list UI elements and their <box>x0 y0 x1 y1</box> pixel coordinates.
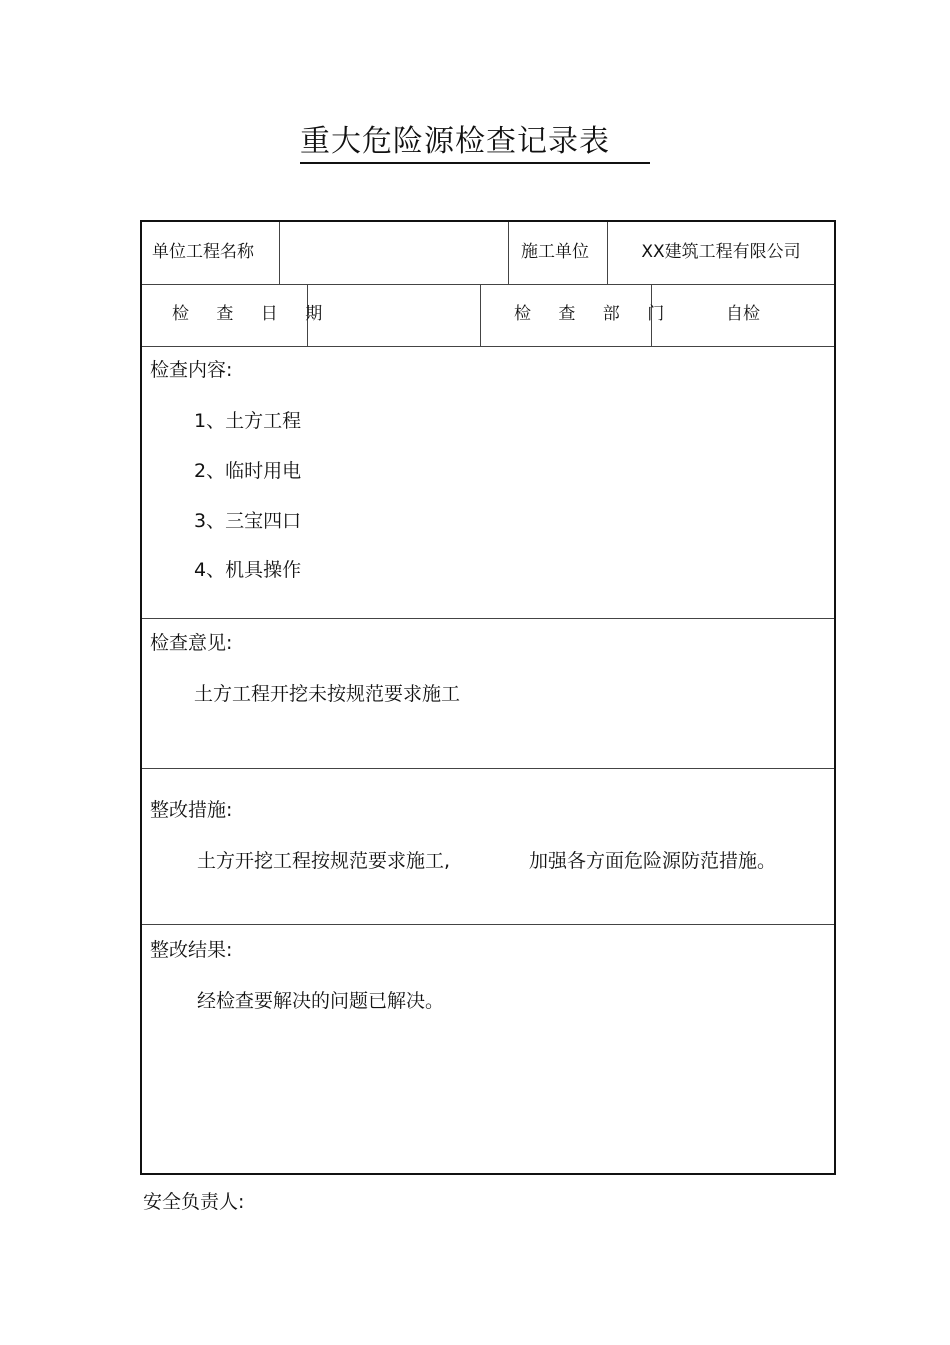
contractor-label: 施工单位 <box>521 242 589 262</box>
rectification-result-text: 经检查要解决的问题已解决。 <box>197 990 445 1012</box>
rectification-measures-text-1: 土方开挖工程按规范要求施工, <box>197 850 451 872</box>
inspection-item: 2、临时用电 <box>194 460 302 482</box>
row-divider <box>142 768 834 769</box>
row-divider <box>142 346 834 347</box>
inspection-item: 3、三宝四口 <box>194 510 302 532</box>
inspection-item: 4、机具操作 <box>194 559 302 581</box>
project-name-label: 单位工程名称 <box>152 242 254 262</box>
row-divider <box>142 618 834 619</box>
page-title: 重大危险源检查记录表 <box>300 122 650 164</box>
column-divider <box>508 222 509 284</box>
rectification-measures-text-2: 加强各方面危险源防范措施。 <box>529 850 777 872</box>
row-divider <box>142 924 834 925</box>
inspection-item: 1、土方工程 <box>194 410 302 432</box>
column-divider <box>279 222 280 284</box>
inspection-dept-value: 自检 <box>726 304 760 324</box>
contractor-value: XX建筑工程有限公司 <box>641 242 801 262</box>
safety-officer-label: 安全负责人: <box>143 1191 245 1213</box>
inspection-content-label: 检查内容: <box>150 359 233 381</box>
rectification-measures-label: 整改措施: <box>150 799 233 821</box>
column-divider <box>480 285 481 346</box>
inspection-opinion-label: 检查意见: <box>150 632 233 654</box>
inspection-dept-label: 检 查 部 门 <box>514 304 676 324</box>
inspection-date-label: 检 查 日 期 <box>172 304 334 324</box>
inspection-form <box>140 220 836 1175</box>
row-divider <box>142 284 834 285</box>
inspection-opinion-text: 土方工程开挖未按规范要求施工 <box>194 683 461 705</box>
rectification-result-label: 整改结果: <box>150 939 233 961</box>
